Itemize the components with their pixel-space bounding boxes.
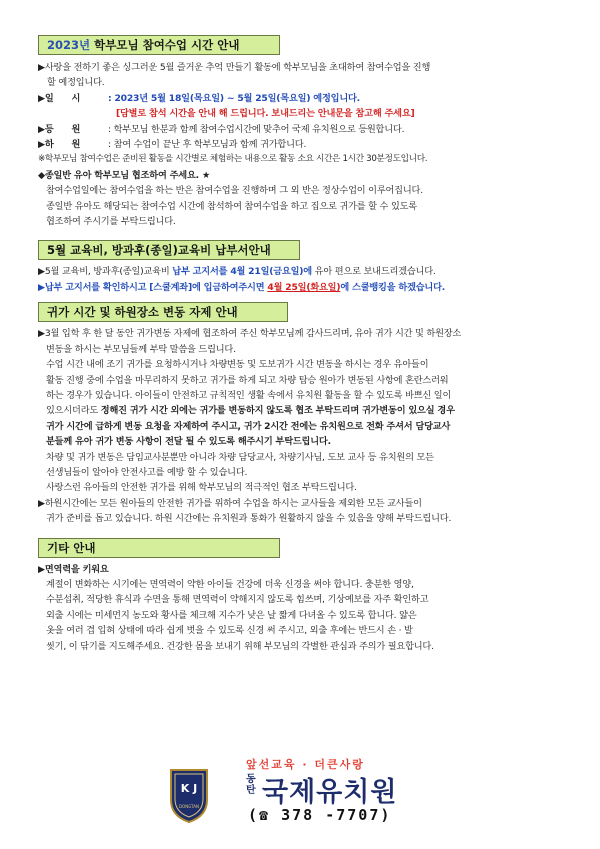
pickup-text: 귀가 준비를 돕고 있습니다. 하원 시간에는 유치원과 통화가 원활하지 않을 수 있음을 양해 부탁드립니다. (46, 513, 452, 525)
arrive-row (38, 122, 562, 137)
intro-line: ▶사랑을 전하기 좋은 싱그러운 5월 즐거운 추억 만들기 활동에 학부모님을 초대하여 참여수업을 진행 (38, 62, 431, 73)
immunity-text: 외출 시에는 미세먼지 농도와 황사를 체크해 지수가 낮은 날 짧게 다녀올 수 있도록 합니다. 얇은 (46, 609, 417, 621)
section-header-pickup: 귀가 시간 및 하원장소 변동 자제 안내 (38, 302, 288, 322)
coop-text: 참여수업일에는 참여수업을 하는 반은 참여수업을 진행하며 그 외 반은 정상수업이 이루어집니다. (46, 185, 423, 197)
leave-value: : 참여 수업이 끝난 후 학부모님과 함께 귀가합니다. (108, 139, 307, 151)
pickup-text: ▶하원시간에는 모든 원아들의 안전한 귀가를 위하여 수업을 하시는 교사들을 제외한 모든 교사들이 (38, 497, 422, 509)
crest-icon (168, 766, 210, 824)
date-label: ▶일 시 (38, 92, 81, 104)
intro-line: 할 예정입니다. (47, 77, 105, 89)
pickup-text: 있으시더라도 정해진 귀가 시간 외에는 귀가를 변동하지 않도록 협조 부탁드리며 귀가변동이 있으실 경우 (46, 405, 455, 417)
immunity-title: ▶면역력을 키워요 (38, 563, 109, 575)
section-header-other: 기타 안내 (38, 538, 280, 558)
pickup-text: 하는 경우가 있습니다. 아이들이 안전하고 규칙적인 생활 속에서 유치원 활동을 할 수 있도록 바쁘신 일이 (46, 389, 452, 401)
pickup-text: 사랑스런 유아들의 안전한 귀가를 위해 학부모님의 적극적인 협조 부탁드립니다. (46, 482, 357, 494)
pickup-text: 활동 진행 중에 수업을 마무리하지 못하고 귀가를 하게 되고 차량 탑승 원아가 변동된 사항에 혼란스러워 (46, 374, 449, 386)
date-row (38, 91, 562, 106)
kindergarten-name: 국제유치원 (262, 777, 398, 808)
coop-text: 종일반 유아도 해당되는 참여수업 시간에 참석하여 참여수업을 하고 집으로 귀가를 할 수 있도록 (46, 200, 417, 212)
participation-note: ※학부모님 참여수업은 준비된 활동을 시간별로 체험하는 내용으로 활동 소요 시간은 1시간 30분정도입니다. (38, 154, 428, 165)
date-note: [담별로 참석 시간을 안내 해 드립니다. 보내드리는 안내문을 참고해 주세요] (116, 108, 415, 120)
coop-title: ◆종일반 유아 학부모님 협조하여 주세요. ★ (38, 169, 210, 181)
pickup-text: 변동을 하시는 부모님들께 부탁 말씀을 드립니다. (46, 343, 236, 355)
leave-row (38, 137, 562, 152)
phone-number: (☎ 378 -7707) (248, 806, 392, 824)
pickup-text: 선생님들이 알아야 안전사고를 예방 할 수 있습니다. (46, 466, 248, 478)
immunity-text: 계절이 변화하는 시기에는 면역력이 약한 아이들 건강에 더욱 신경을 써야 합니다. 충분한 영양, (46, 578, 414, 590)
pickup-text: 분들께 유아 귀가 변동 사항이 전달 될 수 있도록 해주시기 부탁드립니다. (46, 436, 331, 448)
section-header-participation: 2023년 학부모님 참여수업 시간 안내 (38, 35, 280, 55)
date-value: : 2023년 5월 18일(목요일) ~ 5월 25일(목요일) 예정입니다. (108, 92, 360, 104)
immunity-text: 씻기, 이 닦기를 지도해주세요. 건강한 몸을 보내기 위해 부모님의 각별한 관심과 주의가 필요합니다. (46, 640, 434, 652)
pickup-text: ▶3월 입학 후 한 달 동안 귀가변동 자제에 협조하여 주신 학부모님께 감사드리며, 유아 귀가 시간 및 하원장소 (38, 328, 462, 340)
dongtan-label: 동탄 (246, 774, 256, 796)
kindergarten-logo (168, 756, 428, 836)
arrive-value: : 학부모님 한분과 함께 참여수업시간에 맞추어 국제 유치원으로 등원합니다. (108, 123, 405, 135)
pickup-text: 수업 시간 내에 조기 귀가를 요청하시거나 차량변동 및 도보귀가 시간 변동을 하시는 경우 유아들이 (46, 359, 429, 371)
tuition-line: ▶납부 고지서를 확인하시고 [스쿨계좌]에 입금하여주시면 4월 25일(화요일)에 스쿨뱅킹을 하겠습니다. (38, 281, 446, 293)
slogan: 앞선교육 · 더큰사랑 (246, 758, 365, 771)
svg-text:K J: K J (180, 782, 198, 795)
coop-text: 협조하여 주시기를 부탁드립니다. (46, 216, 176, 228)
immunity-text: 수분섭취, 적당한 휴식과 수면을 통해 면역력이 약해지지 않도록 힘쓰며, 기상예보를 자주 확인하고 (46, 594, 429, 606)
notice-document (38, 34, 562, 654)
immunity-text: 옷을 여러 겹 입혀 상태에 따라 쉽게 벗을 수 있도록 신경 써 주시고, 외출 후에는 반드시 손 · 발 (46, 625, 413, 637)
pickup-text: 차량 및 귀가 변동은 담임교사분뿐만 아니라 차량 담당교사, 차량기사님, 도보 교사 등 유치원의 모든 (46, 451, 434, 463)
pickup-text: 귀가 시간에 급하게 변동 요청을 자제하여 주시고, 귀가 2시간 전에는 유치원으로 전화 주셔서 담당교사 (46, 420, 451, 432)
svg-text:DONGTAN: DONGTAN (178, 804, 200, 809)
section-header-tuition: 5월 교육비, 방과후(종일)교육비 납부서안내 (38, 240, 300, 260)
leave-label: ▶하 원 (38, 139, 81, 151)
tuition-line: ▶5월 교육비, 방과후(종일)교육비 납부 고지서를 4월 21일(금요일)에 유아 편으로 보내드리겠습니다. (38, 266, 436, 278)
arrive-label: ▶등 원 (38, 123, 81, 135)
